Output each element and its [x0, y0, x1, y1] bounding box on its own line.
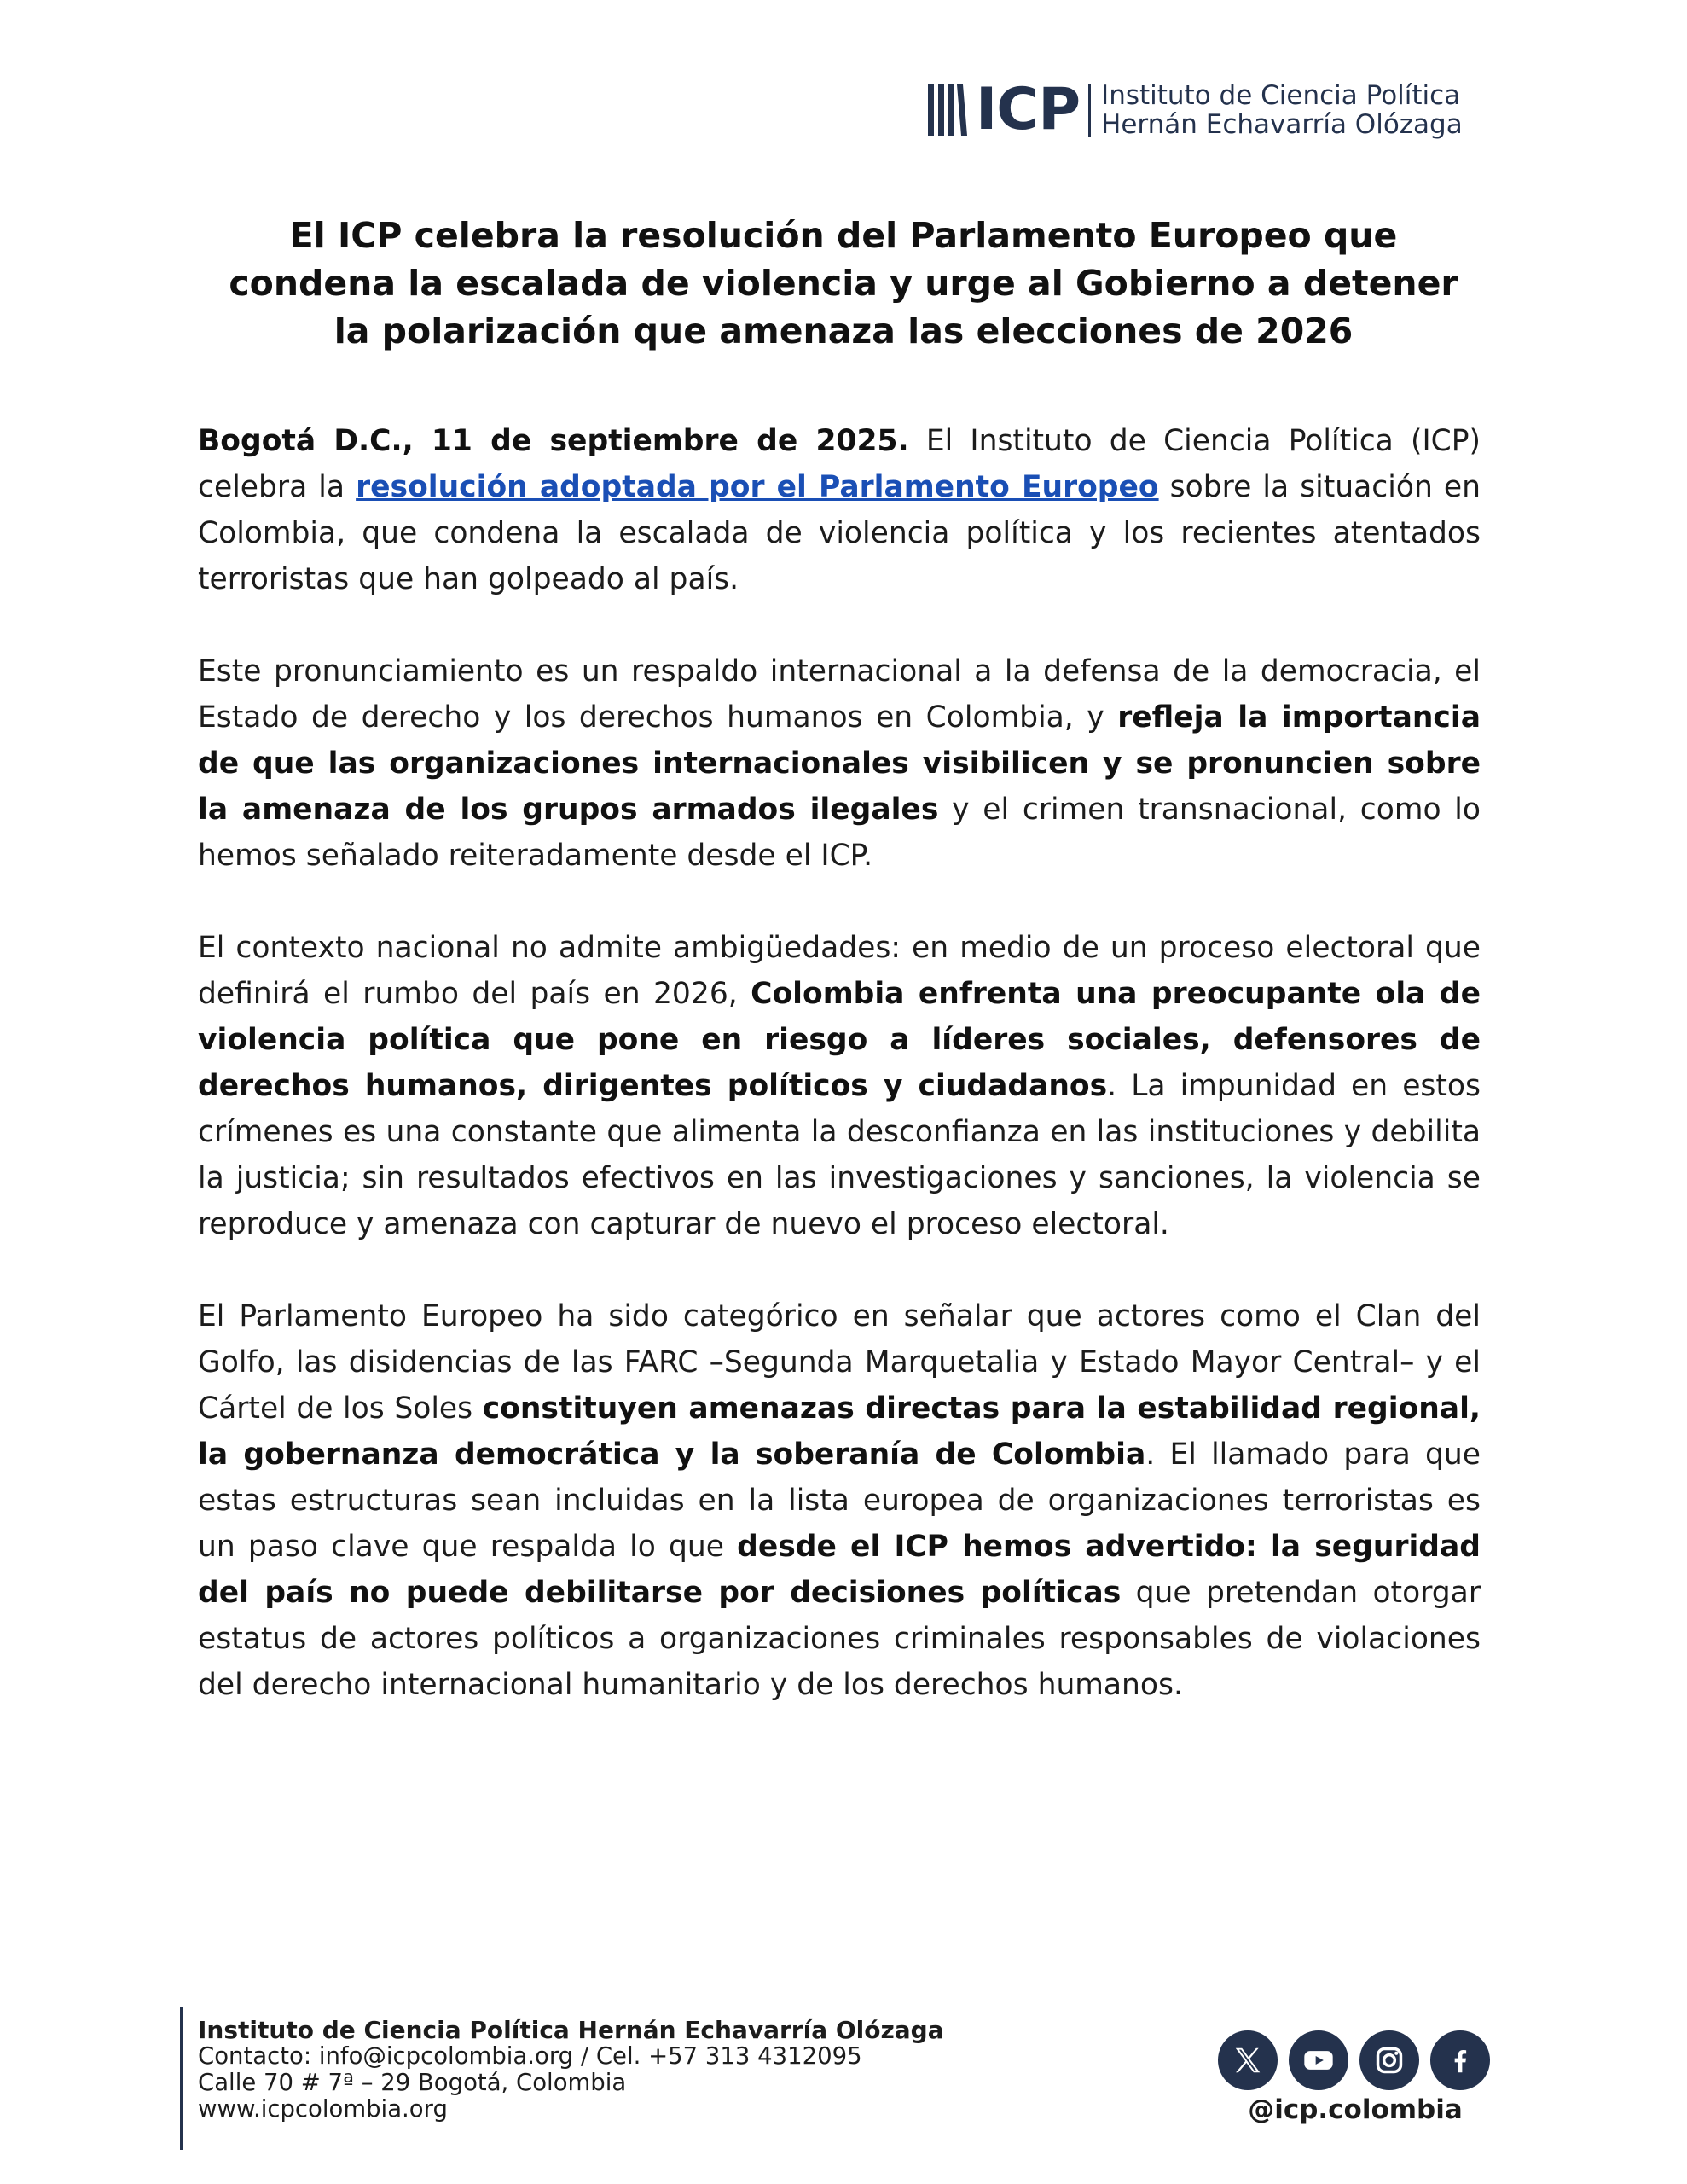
paragraph-text: El contexto nacional no admite ambigüedades: en medio de un proceso electoral que definirá el rumbo del país en 2026, [198, 931, 1481, 1011]
paragraph-3 [198, 925, 1481, 1247]
logo-acronym: ICP [976, 76, 1081, 143]
logo-subtitle [1101, 81, 1463, 139]
title-line-3: la polarización que amenaza las elecciones de 2026 [333, 311, 1354, 351]
title-line-1: El ICP celebra la resolución del Parlamento Europeo que [289, 215, 1398, 256]
logo-divider [1088, 84, 1091, 136]
title-line-2: condena la escalada de violencia y urge al Gobierno a detener [229, 263, 1458, 304]
paragraph-2 [198, 648, 1481, 879]
paragraph-1 [198, 418, 1481, 602]
paragraph-bold: constituyen amenazas directas para la estabilidad regional, la gobernanza democrática y la soberanía de Colombia [198, 1391, 1481, 1472]
article-body [198, 418, 1481, 1754]
page-title [171, 212, 1516, 355]
social-links [1218, 2030, 1490, 2090]
logo-bars-icon [928, 84, 967, 136]
paragraph-4 [198, 1293, 1481, 1708]
dateline: Bogotá D.C., 11 de septiembre de 2025. [198, 424, 909, 458]
footer-contact: Contacto: info@icpcolombia.org / Cel. +57 313 4312095 [198, 2042, 862, 2070]
footer-divider [180, 2007, 183, 2150]
logo-line-2: Hernán Echavarría Olózaga [1101, 109, 1463, 140]
paragraph-text: . El llamado para que estas estructuras sean incluidas en la lista europea de organizaciones terroristas es un paso clave que respalda lo que [198, 1438, 1481, 1564]
footer-website[interactable]: www.icpcolombia.org [198, 2095, 448, 2123]
paragraph-text: y el crimen transnacional, como lo hemos señalado reiteradamente desde el ICP. [198, 793, 1481, 873]
paragraph-text: Este pronunciamiento es un respaldo internacional a la defensa de la democracia, el Estado de derecho y los derechos humanos en Colombia, y [198, 654, 1481, 735]
paragraph-bold: Colombia enfrenta una preocupante ola de violencia política que pone en riesgo a líderes sociales, defensores de derechos humanos, dirigentes políticos y ciudadanos [198, 977, 1481, 1103]
youtube-icon[interactable] [1289, 2030, 1348, 2090]
paragraph-text: El Instituto de Ciencia Política (ICP) celebra la [198, 424, 1481, 504]
facebook-icon[interactable] [1430, 2030, 1490, 2090]
icp-logo [928, 78, 1463, 142]
paragraph-text: El Parlamento Europeo ha sido categórico en señalar que actores como el Clan del Golfo, las disidencias de las FARC –Segunda Marquetalia y Estado Mayor Central– y el Cártel de los Soles [198, 1299, 1481, 1426]
resolution-link[interactable]: resolución adoptada por el Parlamento Europeo [356, 470, 1159, 504]
footer-address: Calle 70 # 7ª – 29 Bogotá, Colombia [198, 2069, 627, 2096]
footer-org-name: Instituto de Ciencia Política Hernán Echavarría Olózaga [198, 2016, 944, 2044]
x-icon[interactable] [1218, 2030, 1278, 2090]
social-handle[interactable]: @icp.colombia [1248, 2094, 1463, 2125]
paragraph-text: que pretendan otorgar estatus de actores políticos a organizaciones criminales responsables de violaciones del derecho internacional humanitario y de los derechos humanos. [198, 1576, 1481, 1702]
paragraph-bold: refleja la importancia de que las organizaciones internacionales visibilicen y se pronuncien sobre la amenaza de los grupos armados ilegales [198, 700, 1481, 827]
paragraph-text: . La impunidad en estos crímenes es una constante que alimenta la desconfianza en las instituciones y debilita la justicia; sin resultados efectivos en las investigaciones y sanciones, la violencia se reproduce y amenaza con capturar de nuevo el proceso electoral. [198, 1069, 1481, 1241]
instagram-icon[interactable] [1359, 2030, 1419, 2090]
footer-contact-block [198, 2017, 944, 2123]
paragraph-bold: desde el ICP hemos advertido: la seguridad del país no puede debilitarse por decisiones políticas [198, 1530, 1481, 1610]
logo-line-1: Instituto de Ciencia Política [1101, 80, 1461, 111]
paragraph-text: sobre la situación en Colombia, que condena la escalada de violencia política y los recientes atentados terroristas que han golpeado al país. [198, 470, 1481, 596]
